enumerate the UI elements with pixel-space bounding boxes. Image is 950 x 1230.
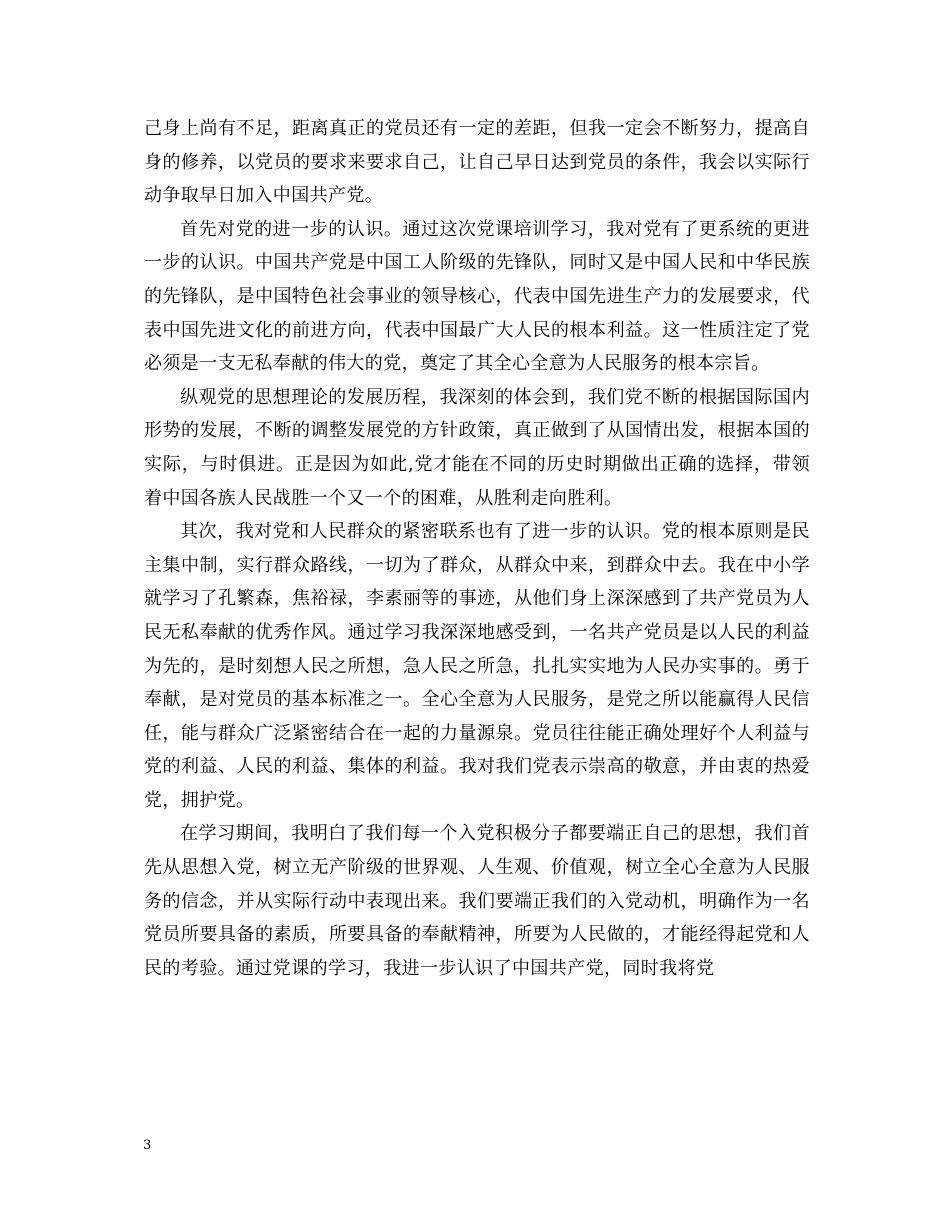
page-number: 3 (143, 1138, 152, 1153)
paragraph-1: 己身上尚有不足，距离真正的党员还有一定的差距，但我一定会不断努力，提高自身的修养，以党员的要求来要求自己，让自己早日达到党员的条件，我会以实际行动争取早日加入中国共产党。 (144, 118, 810, 207)
paragraph-4: 其次，我对党和人民群众的紧密联系也有了进一步的认识。党的根本原则是民主集中制，实行群众路线，一切为了群众，从群众中来，到群众中去。我在中小学就学习了孔繁森，焦裕禄，李素丽等的事迹，从他们身上深深感到了共产党员为人民无私奉献的优秀作风。通过学习我深深地感受到，一名共产党员是以人民的利益为先的，是时刻想人民之所想，急人民之所急，扎扎实实地为人民办实事的。勇于奉献，是对党员的基本标准之一。全心全意为人民服务，是党之所以能赢得人民信任，能与群众广泛紧密结合在一起的力量源泉。党员往往能正确处理好个人利益与党的利益、人民的利益、集体的利益。我对我们党表示崇高的敬意，并由衷的热爱党，拥护党。 (144, 521, 810, 811)
paragraph-5: 在学习期间，我明白了我们每一个入党积极分子都要端正自己的思想，我们首先从思想入党，树立无产阶级的世界观、人生观、价值观，树立全心全意为人民服务的信念，并从实际行动中表现出来。我们要端正我们的入党动机，明确作为一名党员所要具备的素质，所要具备的奉献精神，所要为人民做的，才能经得起党和人民的考验。通过党课的学习，我进一步认识了中国共产党，同时我将党 (144, 823, 810, 979)
body-text (144, 112, 810, 985)
paragraph-3: 纵观党的思想理论的发展历程，我深刻的体会到，我们党不断的根据国际国内形势的发展，不断的调整发展党的方针政策，真正做到了从国情出发，根据本国的实际，与时俱进。正是因为如此,党才能在不同的历史时期做出正确的选择，带领着中国各族人民战胜一个又一个的困难，从胜利走向胜利。 (144, 386, 810, 509)
paragraph-2: 首先对党的进一步的认识。通过这次党课培训学习，我对党有了更系统的更进一步的认识。中国共产党是中国工人阶级的先锋队，同时又是中国人民和中华民族的先锋队，是中国特色社会事业的领导核心，代表中国先进生产力的发展要求，代表中国先进文化的前进方向，代表中国最广大人民的根本利益。这一性质注定了党必须是一支无私奉献的伟大的党，奠定了其全心全意为人民服务的根本宗旨。 (144, 218, 810, 375)
